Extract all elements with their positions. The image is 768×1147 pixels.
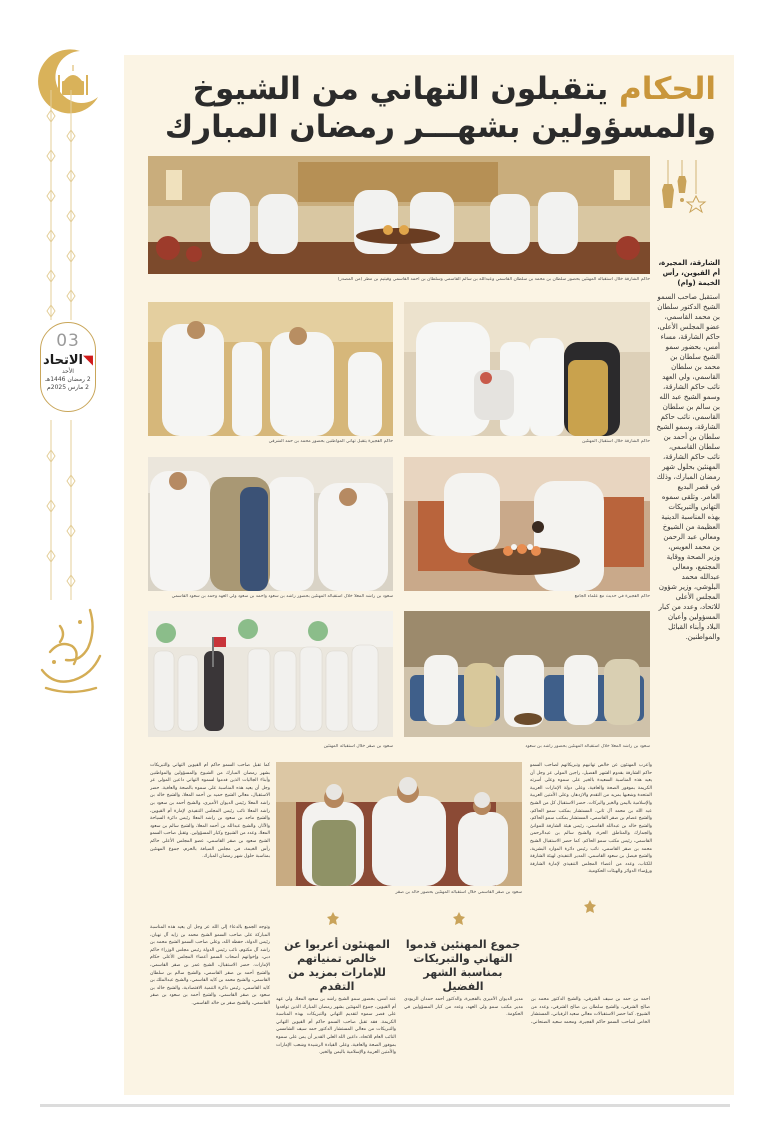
photo-row2-left[interactable] xyxy=(148,302,393,436)
star-ornament-icon xyxy=(583,900,597,914)
chain-ornament-icon xyxy=(46,90,56,320)
newspaper-logo: ◥الاتحاد xyxy=(43,353,93,368)
page-number: 03 xyxy=(56,331,80,351)
star-ornament-icon xyxy=(452,912,466,926)
caption-top: حاكم الشارقة خلال استقباله المهنئين بحضور سلطان بن محمد بن سلطان القاسمي وعبدالله بن سالم القاسمي وسلطان بن أحمد القاسمي وقيتيم بن مطر (من المصدر) xyxy=(337,277,650,282)
subhead-middle: المهنئون أعربوا عن خالص تمنياتهم للإمارات بمزيد من التقدم xyxy=(284,938,390,993)
subhead-right: جموع المهنئين قدموا التهاني والتبريكات بمناسبة الشهر الفضيل xyxy=(405,938,521,993)
photo-row3-left[interactable] xyxy=(148,457,393,591)
photo-row4-right[interactable] xyxy=(404,611,650,737)
chain-ornament-icon xyxy=(66,420,76,600)
caption-center: سعود بن صقر القاسمي خلال استقباله المهنئين بحضور خالد بن صقر xyxy=(395,890,522,895)
article-column-middle-bottom: عنه أمس، بحضور سمو الشيخ راشد بن سعود المعلا، ولي عهد أم القيوين، جموع المهنئين بشهر رمضان المبارك الذين توافدوا على قصر سموه لتقديم التهاني والتبريكات بهذه المناسبة الكريمة. فقد تقبل صاحب السمو حاكم أم القيوين التهاني والتبريكات من معالي المستشار الدكتور حمد سيف الشامسي النائب العام للاتحاد، داعين الله العلي القدير أن يمن على سموه بموفور الصحة والعافية، وعلى القيادة الرشيدة وشعب الإمارات والأمتين العربية والإسلامية باليمن والخير. xyxy=(276,997,396,1056)
headline-line-2: والمسؤولين بشهـــر رمضان المبارك xyxy=(164,109,716,145)
article-column-left-top: كما تقبل صاحب السمو حاكم أم القيوين التهاني والتبريكات بشهر رمضان المبارك من الشيوخ والمسؤولين والمواطنين وأبناء الجاليات الذين قدموا لسموه التهاني داعين المولى عز وجل أن يعيد هذه المناسبة على سموه بالصحة والعافية. حضر الاستقبال، معالي الشيخ حميد بن أحمد المعلا، والشيخ خالد بن راشد المعلا رئيس الديوان الأميري، والشيخ أحمد بن سعود بن راشد المعلا نائب رئيس المجلس التنفيذي لإمارة أم القيوين، والشيخ ماجد بن سعود بن راشد المعلا رئيس دائرة السياحة والآثار، والشيخ عبدالله بن أحمد المعلا، والشيخ سالم بن سعود المعلا، وعدد من الشيوخ وكبار المسؤولين. وتقبل صاحب السمو الشيخ سعود بن صقر القاسمي، عضو المجلس الأعلى حاكم رأس الخيمة، في مجلس الضيافة بالحرم، جموع المهنئين بمناسبة حلول شهر رمضان المبارك. xyxy=(150,763,270,860)
photo-row3-right[interactable] xyxy=(404,457,650,591)
bottom-divider xyxy=(40,1104,730,1107)
headline-accent: الحكام xyxy=(619,71,716,107)
svg-text:رمضان مبارك: رمضان مبارك xyxy=(47,694,70,699)
ramadan-calligraphy-icon xyxy=(30,600,110,700)
caption-row2-right: حاكم الشارقة خلال استقبال المهنئين xyxy=(582,439,650,444)
star-ornament-icon xyxy=(326,912,340,926)
page-badge xyxy=(40,322,96,412)
caption-row3-right: حاكم الفجيرة في حديث مع علماء الجامع xyxy=(574,594,650,599)
headline-line-1: الحكام يتقبلون التهاني من الشيوخ xyxy=(192,71,716,107)
caption-row2-left: حاكم الفجيرة يتقبل تهاني المواطنين بحضور محمد بن حمد الشرقي xyxy=(268,439,393,444)
photo-center[interactable] xyxy=(276,762,522,886)
article-column-right-bottom: أحمد بن حمد بن سيف الشرقي، والشيخ الدكتور محمد بن صالح الشرقي، والشيخ سلطان بن صالح الشرقي، وعدد من الشيوخ. كما حضر الاستقبالات معالي سعيد الرقباني، المستشار الخاص لصاحب السمو حاكم الفجيرة، ومحمد سعيد الضنحاني، مدير الديوان الأميري بالفجيرة، والدكتور أحمد حمدان الزيودي مدير مكتب سمو ولي العهد، وعدد من كبار المسؤولين في الحكومة. xyxy=(404,997,650,1025)
hijri-date: 2 رمضان 1446هـ xyxy=(45,376,91,383)
photo-top-reception[interactable] xyxy=(148,156,650,274)
photo-row4-left[interactable] xyxy=(148,611,393,737)
caption-row4-right: سعود بن راشد المعلا خلال استقباله المهنئين بحضور راشد بن سعود xyxy=(525,744,650,749)
article-column-right-top: وأعرب المهنئون عن خالص تهانيهم وتبريكاتهم لصاحب السمو حاكم الشارقة بقدوم الشهر الفضيل، راجين المولى عز وجل أن يعيد هذه المناسبة السعيدة بالخير على سموه وعلى أسرته الكريمة بموفور الصحة والعافية، وعلى دولة الإمارات العربية المتحدة وشعبها بمزيد من التقدم والازدهار، وعلى الأمتين العربية والإسلامية باليمن والخير والبركات. حضر الاستقبال كل من الشيخ عبد الله بن محمد آل ثاني، المستشار بمكتب سمو الحاكم، والشيخ عصام بن صقر القاسمي، المستشار بمكتب سمو الحاكم، والشيخ خالد بن عبدالله القاسمي، رئيس هيئة الشارقة للموانئ والجمارك والمناطق الحرة، والشيخ سالم بن عبدالرحمن القاسمي، رئيس مكتب سمو الحاكم. كما حضر الاستقبال الشيخ محمد بن صقر القاسمي، نائب رئيس دائرة الموارد البشرية، والشيخ فيصل بن سعود القاسمي، المدير التنفيذي لهيئة الشارقة للكتاب، وعدد من أعضاء المجلس التنفيذي لإمارة الشارقة ورؤساء الدوائر والهيئات الحكومية. xyxy=(530,763,652,875)
chain-ornament-icon xyxy=(46,420,56,600)
dateline-column xyxy=(656,258,720,642)
chain-ornament-icon xyxy=(66,90,76,320)
caption-row4-left: سعود بن صقر خلال استقباله المهنئين xyxy=(323,744,393,749)
gregorian-date: 2 مارس 2025م xyxy=(47,384,89,391)
dateline-body: استقبل صاحب السمو الشيخ الدكتور سلطان بن محمد القاسمي، عضو المجلس الأعلى، حاكم الشارقة، مساء أمس، بحضور سمو الشيخ سلطان بن محمد بن سلطان القاسمي، ولي العهد نائب حاكم الشارقة، وسمو الشيخ عبد الله بن سالم بن سلطان القاسمي، نائب حاكم الشارقة، وسمو الشيخ سلطان بن أحمد بن سلطان القاسمي، نائب حاكم الشارقة، المهنئين بحلول شهر رمضان المبارك، وذلك في قصر البديع العامر. وتلقى سموه التهاني والتبريكات بهذه المناسبة الدينية العظيمة من الشيوخ ومعالي عبد الرحمن بن محمد العويس، وزير الصحة ووقاية المجتمع، ومعالي عبدالله محمد البلوشي، وزير شؤون المجلس الأعلى للاتحاد، وعدد من كبار المسؤولين وأعيان البلاد وأبناء القبائل والمواطنين. xyxy=(656,293,720,641)
caption-row3-left: سعود بن راشد المعلا خلال استقباله المهنئين بحضور راشد بن سعود وأحمد بن سعود ولي العهد وحمد بن سعود القاسمي xyxy=(171,594,393,599)
issue-day: الأحد xyxy=(62,368,74,375)
lantern-ornament-icon xyxy=(648,160,708,250)
dateline-lead: الشارقة، المجيرة، أم القيوين، رأس الخيمة (وام) xyxy=(658,259,720,287)
article-column-left-bottom: وتوجه الجميع بالدعاء إلى الله عز وجل أن يعيد هذه المناسبة المباركة على صاحب السمو الشيخ محمد بن زايد آل نهيان، رئيس الدولة، حفظه الله، وعلى صاحب السمو الشيخ محمد بن راشد آل مكتوم، نائب رئيس الدولة رئيس مجلس الوزراء حاكم دبي، وإخوانهم أصحاب السمو أعضاء المجلس الأعلى حكام الإمارات. حضر الاستقبال، الشيخ عمر بن صقر القاسمي، والشيخ أحمد بن صقر القاسمي، والشيخ سالم بن سلطان القاسمي، والشيخ محمد بن كايد القاسمي، والشيخ عبدالملك بن كايد القاسمي، رئيس دائرة التنمية الاقتصادية، والشيخ خالد بن سعود بن صقر القاسمي، والشيخ أحمد بن سعود بن صقر القاسمي، والشيخ صقر بن خالد القاسمي. xyxy=(150,925,270,1006)
left-decoration xyxy=(0,0,124,1147)
photo-row2-right[interactable] xyxy=(404,302,650,436)
headline xyxy=(156,70,716,146)
